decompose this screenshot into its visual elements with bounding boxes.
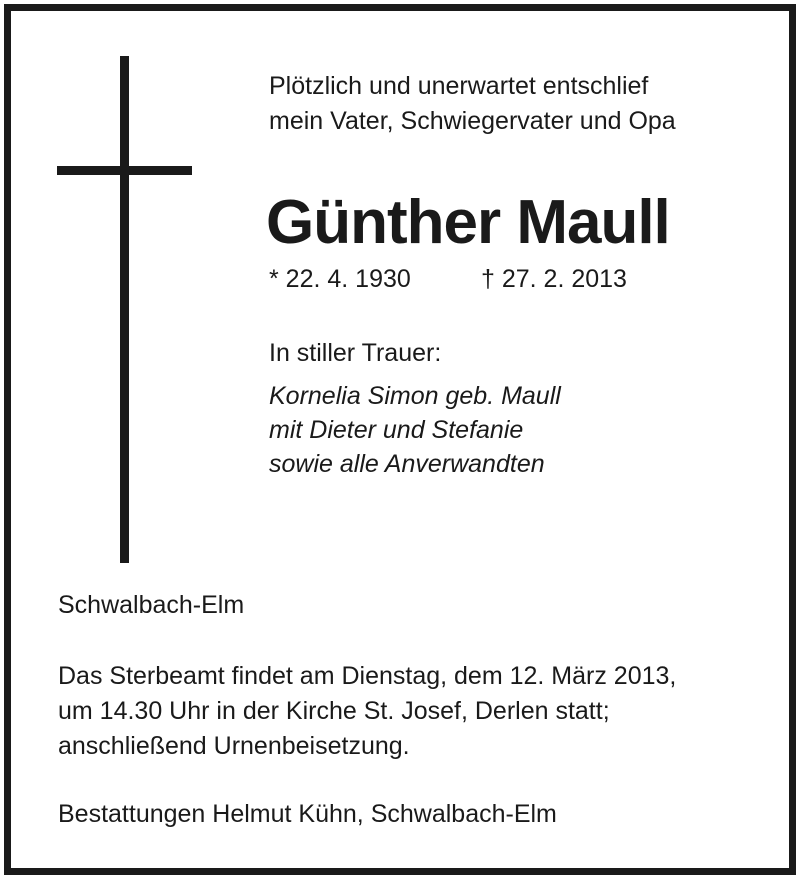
mourner-line: sowie alle Anverwandten xyxy=(269,450,545,478)
mourner-line: Kornelia Simon geb. Maull xyxy=(269,382,561,410)
deceased-name: Günther Maull xyxy=(266,188,670,257)
obituary-notice xyxy=(4,4,796,875)
place: Schwalbach-Elm xyxy=(58,591,245,619)
service-line: Das Sterbeamt findet am Dienstag, dem 12. März 2013, xyxy=(58,662,677,690)
cross-horizontal-bar xyxy=(57,166,192,175)
mourner-line: mit Dieter und Stefanie xyxy=(269,416,524,444)
birth-date: * 22. 4. 1930 xyxy=(269,265,411,293)
service-info xyxy=(58,659,676,764)
undertaker: Bestattungen Helmut Kühn, Schwalbach-Elm xyxy=(58,800,557,828)
intro-line: mein Vater, Schwiegervater und Opa xyxy=(269,107,676,135)
intro-text xyxy=(269,69,676,139)
mourners-list xyxy=(269,379,561,481)
death-date: † 27. 2. 2013 xyxy=(481,265,627,293)
intro-line: Plötzlich und unerwartet entschlief xyxy=(269,72,649,100)
service-line: um 14.30 Uhr in der Kirche St. Josef, Derlen statt; xyxy=(58,697,610,725)
service-line: anschließend Urnenbeisetzung. xyxy=(58,732,410,760)
cross-vertical-bar xyxy=(120,56,129,563)
mourning-label: In stiller Trauer: xyxy=(269,339,442,367)
